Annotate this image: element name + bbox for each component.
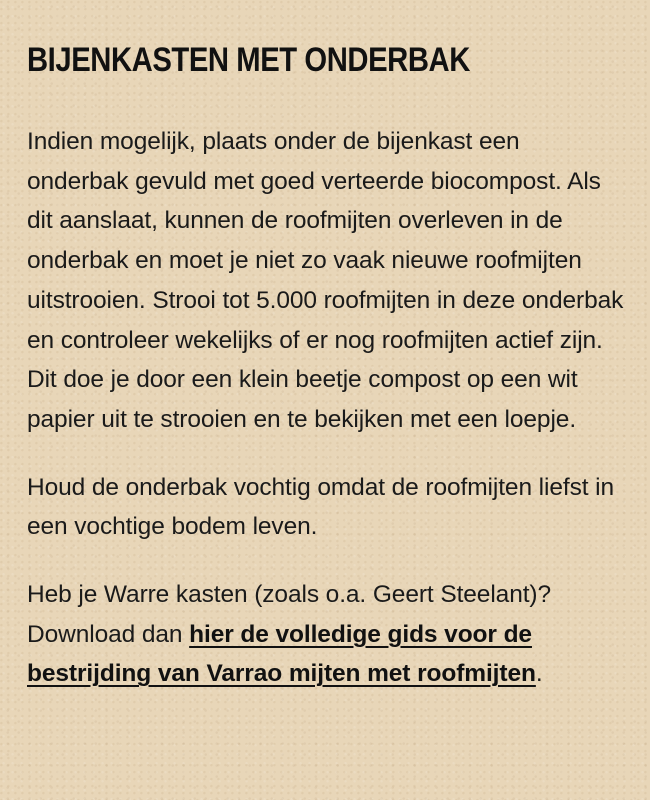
paragraph-onderbak-intro: Indien mogelijk, plaats onder de bijenkast een onderbak gevuld met goed verteerde biocompost. Als dit aanslaat, kunnen de roofmijten overleven in de onderbak en moet je niet zo vaak nieuwe roofmijten uitstrooien. Strooi tot 5.000 roofmijten in deze onderbak en controleer wekelijks of er nog roofmijten actief zijn. Dit doe je door een klein beetje compost op een wit papier uit te strooien en te bekijken met een loepje. [27, 128, 624, 433]
download-intro-text: Heb je Warre kasten (zoals o.a. Geert Steelant)? Download dan [27, 581, 552, 648]
guide-download-link[interactable]: hier de volledige gids voor de bestrijding van Varrao mijten met roofmijten [27, 620, 536, 688]
download-trailing-text: . [535, 660, 543, 688]
paragraph-vochtig: Houd de onderbak vochtig omdat de roofmijten liefst in een vochtige bodem leven. [27, 473, 615, 541]
section-heading: BIJENKASTEN MET ONDERBAK [27, 41, 470, 79]
paragraph-warre-download [27, 575, 627, 694]
